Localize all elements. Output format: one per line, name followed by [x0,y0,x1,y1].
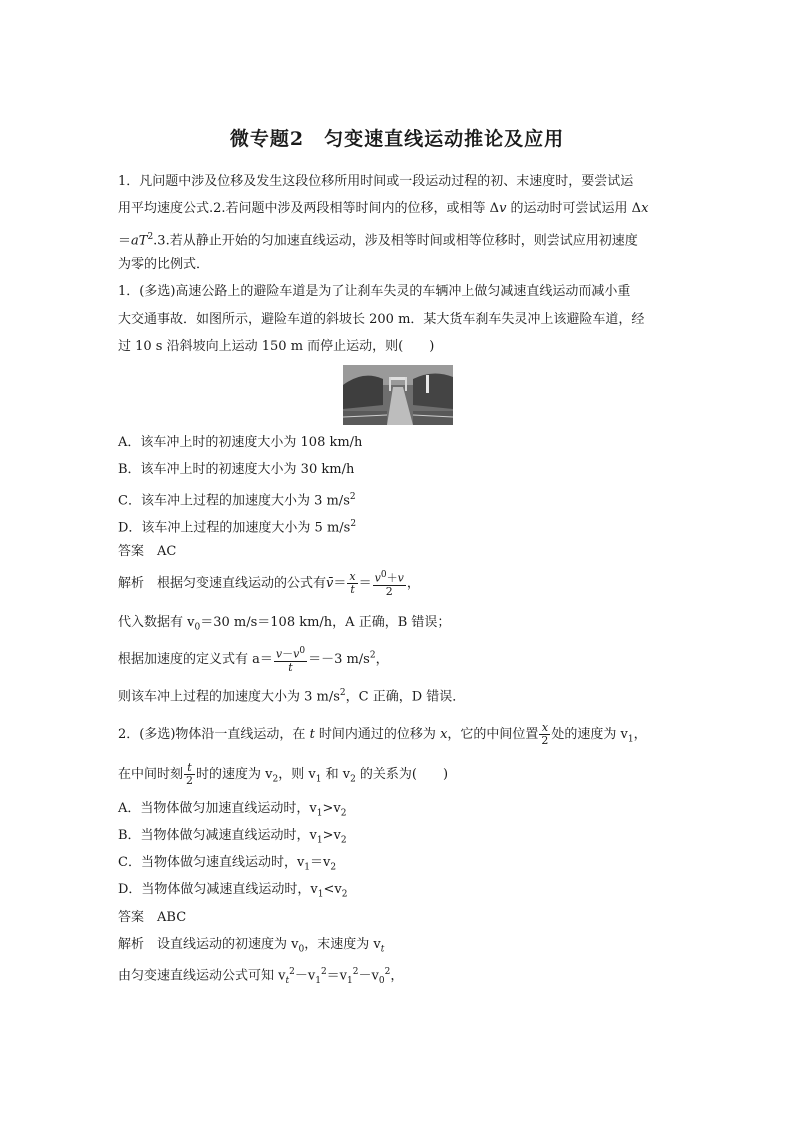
question-2-answer: 答案 ABC [118,910,187,925]
question-1-answer: 答案 AC [118,544,177,559]
question-2-analysis-1: 解析 设直线运动的初速度为 $v_0$，末速度为 $v_t$ [118,937,385,955]
question-1-analysis-4: 则该车冲上过程的加速度大小为 3 $m/s^2$，C 正确，D 错误． [118,688,466,705]
fraction-acceleration: $\frac{v-v^0}{t}$ [275,646,306,674]
question-2-option-c: C．当物体做匀速直线运动时，$v_1=v_2$ [118,855,337,873]
question-2-analysis-2: 由匀变速直线运动公式可知 $v_t^2-v_1^2=v_1^2-v_0^2$， [118,967,404,986]
fraction-x-over-t: $\frac{x}{t}$ [349,569,356,596]
intro-line-3: $=aT^2.3$.若从静止开始的匀加速直线运动，涉及相等时间或相等位移时，则尝试应用初速度 [118,232,638,249]
question-2-option-d: D．当物体做匀减速直线运动时，$v_1<v_2$ [118,882,348,900]
question-1-option-a: A．该车冲上时的初速度大小为 108 km/h [118,435,363,450]
fraction-v-mean: $\frac{v^0+v}{2}$ [374,570,404,598]
intro-line-1: 1．凡问题中涉及位移及发生这段位移所用时间或一段运动过程的初、末速度时，要尝试运 [118,174,634,189]
question-2-line-1: 2．(多选)物体沿一直线运动，在 t 时间内通过的位移为 x，它的中间位置 $\frac{x}{2}$ 处的速度为 $v_1$， [118,721,647,747]
question-1-analysis-2: 代入数据有 $v_0=30$ m/s＝108 km/h，A 正确，B 错误； [118,615,451,633]
escape-ramp-illustration [343,365,453,425]
question-1-line-3: 过 10 s 沿斜坡向上运动 150 m 而停止运动，则( ) [118,339,435,354]
question-1-line-2: 大交通事故．如图所示，避险车道的斜坡长 200 m．某大货车刹车失灵冲上该避险车道，经 [118,312,645,327]
escape-ramp-photo [343,365,453,425]
question-1-option-d: D．该车冲上过程的加速度大小为 5 $m/s^2$ [118,519,357,536]
question-1-analysis-3: 根据加速度的定义式有 a＝ $\frac{v-v^0}{t}$ ＝－3 $m/s^2$， [118,646,389,674]
fraction-x-half: $\frac{x}{2}$ [541,721,549,747]
intro-line-4: 为零的比例式． [118,257,210,272]
question-2-option-b: B．当物体做匀减速直线运动时，$v_1>v_2$ [118,828,347,846]
question-1-option-c: C．该车冲上过程的加速度大小为 3 $m/s^2$ [118,492,356,509]
page-title: 微专题2 匀变速直线运动推论及应用 [229,128,565,150]
question-2-option-a: A．当物体做匀加速直线运动时，$v_1>v_2$ [118,801,347,819]
question-2-line-2: 在中间时刻 $\frac{t}{2}$ 时的速度为 $v_2$，则 $v_1$ 和 $v_2$ 的关系为( ) [118,761,449,787]
intro-line-2: 用平均速度公式.2.若问题中涉及两段相等时间内的位移，或相等 Δv 的运动时可尝试运用 Δx [118,201,649,216]
question-1-analysis-1: 解析 根据匀变速直线运动的公式有v̄＝ $\frac{x}{t}$ ＝ $\frac{v^0+v}{2}$ ， [118,569,420,598]
question-1-option-b: B．该车冲上时的初速度大小为 30 km/h [118,462,355,477]
question-1-line-1: 1．(多选)高速公路上的避险车道是为了让刹车失灵的车辆冲上做匀减速直线运动而减小重 [118,284,631,299]
fraction-t-half: $\frac{t}{2}$ [186,761,194,787]
